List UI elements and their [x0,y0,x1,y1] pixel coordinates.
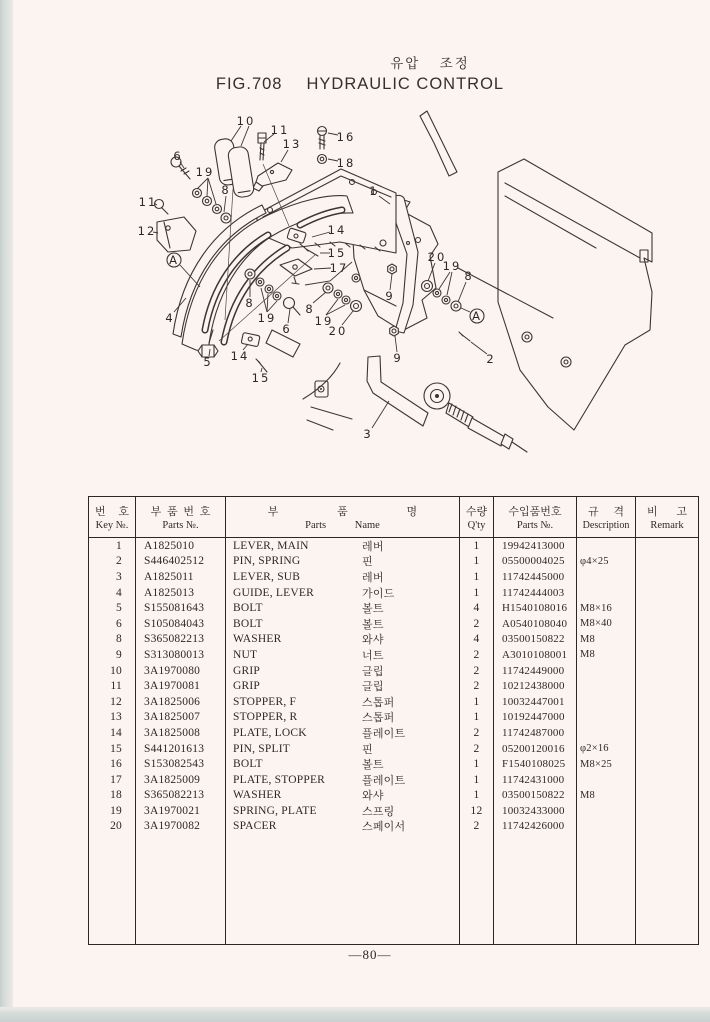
cell-parts_no: 3A1825009 [136,772,226,788]
callout-leader [342,311,353,325]
table-row [89,788,698,804]
callout-label: 3 [363,427,373,441]
cell-import_no: 11742449000 [494,663,577,679]
cell-parts_no: S441201613 [136,741,226,757]
cell-desc [577,725,636,741]
callout-label: 12 [137,224,157,238]
callout-label: 4 [165,311,175,325]
table-filler-row [89,834,698,944]
cell-desc: M8 [577,788,636,804]
header-remark: 비 고 Remark [646,506,687,531]
callout-leader [197,178,208,189]
cell-parts-name: GRIP 글립 [226,678,460,694]
table-row [89,632,698,648]
cell-desc: φ4×25 [577,554,636,570]
callout-leader [288,309,290,323]
cell-qty: 1 [460,710,494,726]
title-korean: 유압 조정 [390,56,470,71]
callout-label: 8 [464,269,474,283]
callout-leader [439,272,450,289]
table-row [89,710,698,726]
cell-parts-name: SPACER 스페이서 [226,819,460,835]
callout-label: 19 [314,314,334,328]
callout-label: 1 [369,184,379,198]
cell-parts_no: 3A1825006 [136,694,226,710]
cell-remark [636,819,698,835]
cell-remark [636,569,698,585]
machine-panel [498,159,652,430]
cell-parts_no: S105084043 [136,616,226,632]
table-row [89,741,698,757]
cell-qty: 2 [460,819,494,835]
cell-qty: 1 [460,756,494,772]
callout-label: 9 [393,351,403,365]
cell-key: 16 [89,756,136,772]
cell-parts_no: 3A1970021 [136,803,226,819]
cell-parts-name: GRIP 글립 [226,663,460,679]
cell-parts-name: BOLT 볼트 [226,756,460,772]
cell-key: 15 [89,741,136,757]
cell-desc [577,694,636,710]
cell-key: 4 [89,585,136,601]
cell-import_no: 10032433000 [494,803,577,819]
cell-parts-name: LEVER, SUB 레버 [226,569,460,585]
cell-parts-name: SPRING, PLATE 스프링 [226,803,460,819]
callout-leader [372,401,389,428]
table-body [89,538,698,944]
cell-qty: 2 [460,725,494,741]
table-row [89,772,698,788]
cell-remark [636,538,698,554]
cell-parts-name: GUIDE, LEVER 가이드 [226,585,460,601]
cell-desc: φ2×16 [577,741,636,757]
callout-label: 19 [195,165,215,179]
callout-leader [231,126,241,141]
cell-remark [636,600,698,616]
callout-label: 18 [336,156,356,170]
cell-import_no: 11742431000 [494,772,577,788]
cell-remark [636,694,698,710]
callout-label: A [472,309,482,323]
cell-key: 10 [89,663,136,679]
cell-desc: M8 [577,632,636,648]
cell-parts-name: LEVER, MAIN 레버 [226,538,460,554]
cell-parts_no: 3A1825008 [136,725,226,741]
cell-key: 20 [89,819,136,835]
table-row [89,663,698,679]
cell-key: 2 [89,554,136,570]
cell-import_no: H1540108016 [494,600,577,616]
callout-leader [326,299,338,315]
callout-leader [471,342,487,354]
cell-key: 3 [89,569,136,585]
cell-desc [577,678,636,694]
cell-import_no: 05200120016 [494,741,577,757]
cell-key: 5 [89,600,136,616]
cell-key: 1 [89,538,136,554]
cell-parts_no: 3A1970080 [136,663,226,679]
cell-desc [577,663,636,679]
callout-label: 6 [173,149,183,163]
cell-qty: 2 [460,663,494,679]
callout-leader [313,292,326,303]
cell-parts-name: STOPPER, R 스톱퍼 [226,710,460,726]
header-qty: 수량 Q'ty [460,497,494,537]
callout-label: 16 [336,130,356,144]
cell-key: 17 [89,772,136,788]
cell-desc: M8 [577,647,636,663]
cell-parts_no: A1825010 [136,538,226,554]
table-row [89,554,698,570]
cell-qty: 1 [460,585,494,601]
cell-qty: 1 [460,569,494,585]
cell-remark [636,725,698,741]
cell-qty: 2 [460,741,494,757]
callout-label: 19 [257,311,277,325]
table-row [89,819,698,835]
cell-qty: 12 [460,803,494,819]
header-parts-no: 부 품 번 호 Parts №. [136,497,226,537]
cell-parts_no: A1825011 [136,569,226,585]
cell-desc: M8×40 [577,616,636,632]
lever-sub [367,356,527,452]
cell-qty: 1 [460,772,494,788]
cell-desc [577,710,636,726]
callout-leader [314,268,331,269]
cell-desc: M8×16 [577,600,636,616]
table-row [89,585,698,601]
callout-label: 14 [230,349,250,363]
cell-qty: 1 [460,788,494,804]
figure-title-row [150,75,570,94]
callout-label: 2 [486,352,496,366]
table-row [89,569,698,585]
cell-qty: 2 [460,647,494,663]
cell-remark [636,554,698,570]
header-import-no: 수입품번호 Parts №. [494,497,577,537]
cell-parts-name: BOLT 볼트 [226,600,460,616]
cell-desc [577,803,636,819]
cell-desc [577,585,636,601]
cell-key: 13 [89,710,136,726]
table-row [89,600,698,616]
cell-import_no: F1540108025 [494,756,577,772]
cell-import_no: A3010108001 [494,647,577,663]
cell-import_no: 11742487000 [494,725,577,741]
cell-key: 6 [89,616,136,632]
table-row [89,616,698,632]
cell-remark [636,632,698,648]
callout-leader [395,336,397,352]
cell-desc [577,569,636,585]
table-row [89,647,698,663]
table-row [89,694,698,710]
callout-label: 6 [282,322,292,336]
callout-label: 13 [282,137,302,151]
cell-parts_no: S155081643 [136,600,226,616]
callout-label: 20 [328,324,348,338]
callout-label: 8 [221,183,231,197]
callout-label: 19 [442,259,462,273]
cell-desc [577,538,636,554]
figure-label: FIG.708 [215,75,283,93]
callout-label: 14 [327,223,347,237]
grips [214,138,255,199]
callout-label: A [169,253,179,267]
cell-qty: 1 [460,554,494,570]
cell-key: 12 [89,694,136,710]
figure-title: HYDRAULIC CONTROL [306,75,505,93]
cell-remark [636,772,698,788]
cell-remark [636,803,698,819]
table-row [89,725,698,741]
cell-parts-name: PLATE, LOCK 플레이트 [226,725,460,741]
cell-parts_no: S365082213 [136,632,226,648]
cell-desc: M8×25 [577,756,636,772]
cell-parts-name: NUT 너트 [226,647,460,663]
cell-key: 8 [89,632,136,648]
cell-remark [636,647,698,663]
cell-remark [636,756,698,772]
cell-parts_no: S153082543 [136,756,226,772]
cell-remark [636,788,698,804]
table-row [89,756,698,772]
cell-import_no: 19942413000 [494,538,577,554]
callout-label: 11 [138,195,158,209]
cell-import_no: 10212438000 [494,678,577,694]
parts-diagram [125,98,660,490]
callout-leader [224,196,226,212]
table-header [89,497,698,538]
lever-blade [420,111,457,176]
cell-import_no: 11742445000 [494,569,577,585]
cell-import_no: 11742426000 [494,819,577,835]
cell-parts_no: 3A1970082 [136,819,226,835]
scan-edge-bottom [0,1007,710,1022]
cell-key: 14 [89,725,136,741]
callout-leader [458,282,466,302]
callout-label: 17 [329,261,349,275]
cell-remark [636,678,698,694]
cell-key: 19 [89,803,136,819]
cell-import_no: 10192447000 [494,710,577,726]
callout-leader [461,308,470,312]
cell-remark [636,663,698,679]
cell-parts-name: BOLT 볼트 [226,616,460,632]
cell-parts_no: S446402512 [136,554,226,570]
cell-parts-name: STOPPER, F 스톱퍼 [226,694,460,710]
cell-parts_no: 3A1825007 [136,710,226,726]
cell-desc [577,819,636,835]
callout-label: 9 [385,289,395,303]
callout-label: 15 [251,371,271,385]
cell-parts_no: A1825013 [136,585,226,601]
callout-leader [281,150,288,162]
cell-import_no: 11742444003 [494,585,577,601]
callout-label: 8 [305,302,315,316]
cell-parts-name: PIN, SPRING 핀 [226,554,460,570]
callout-label: 8 [245,296,255,310]
cell-parts_no: S313080013 [136,647,226,663]
scan-edge-left [0,0,13,1022]
cell-import_no: 03500150822 [494,788,577,804]
cell-qty: 4 [460,632,494,648]
page-number: —80— [348,947,392,962]
cell-remark [636,710,698,726]
callout-label: 20 [427,250,447,264]
parts-table [88,496,699,945]
cell-key: 11 [89,678,136,694]
cell-parts-name: PLATE, STOPPER 플레이트 [226,772,460,788]
cell-parts-name: PIN, SPLIT 핀 [226,741,460,757]
cell-parts-name: WASHER 와샤 [226,788,460,804]
cell-qty: 1 [460,694,494,710]
cell-qty: 4 [460,600,494,616]
header-parts-name: 부 품 명 Parts Name [226,497,460,537]
cell-remark [636,585,698,601]
cell-import_no: 03500150822 [494,632,577,648]
cell-desc [577,772,636,788]
cell-parts-name: WASHER 와샤 [226,632,460,648]
callout-label: 5 [203,355,213,369]
table-row [89,803,698,819]
cell-key: 18 [89,788,136,804]
table-row [89,678,698,694]
cell-parts_no: 3A1970081 [136,678,226,694]
cell-parts_no: S365082213 [136,788,226,804]
cell-qty: 1 [460,538,494,554]
header-description: 규 격 Description [577,497,636,537]
callout-label: 10 [236,114,256,128]
cell-qty: 2 [460,616,494,632]
cell-remark [636,741,698,757]
cell-key: 9 [89,647,136,663]
cell-qty: 2 [460,678,494,694]
cell-import_no: 05500004025 [494,554,577,570]
cell-import_no: A0540108040 [494,616,577,632]
header-key: 번 호 Key №. [89,497,136,537]
callout-label: 15 [327,246,347,260]
table-row [89,538,698,554]
cell-import_no: 10032447001 [494,694,577,710]
callout-label: 11 [270,123,290,137]
cell-remark [636,616,698,632]
